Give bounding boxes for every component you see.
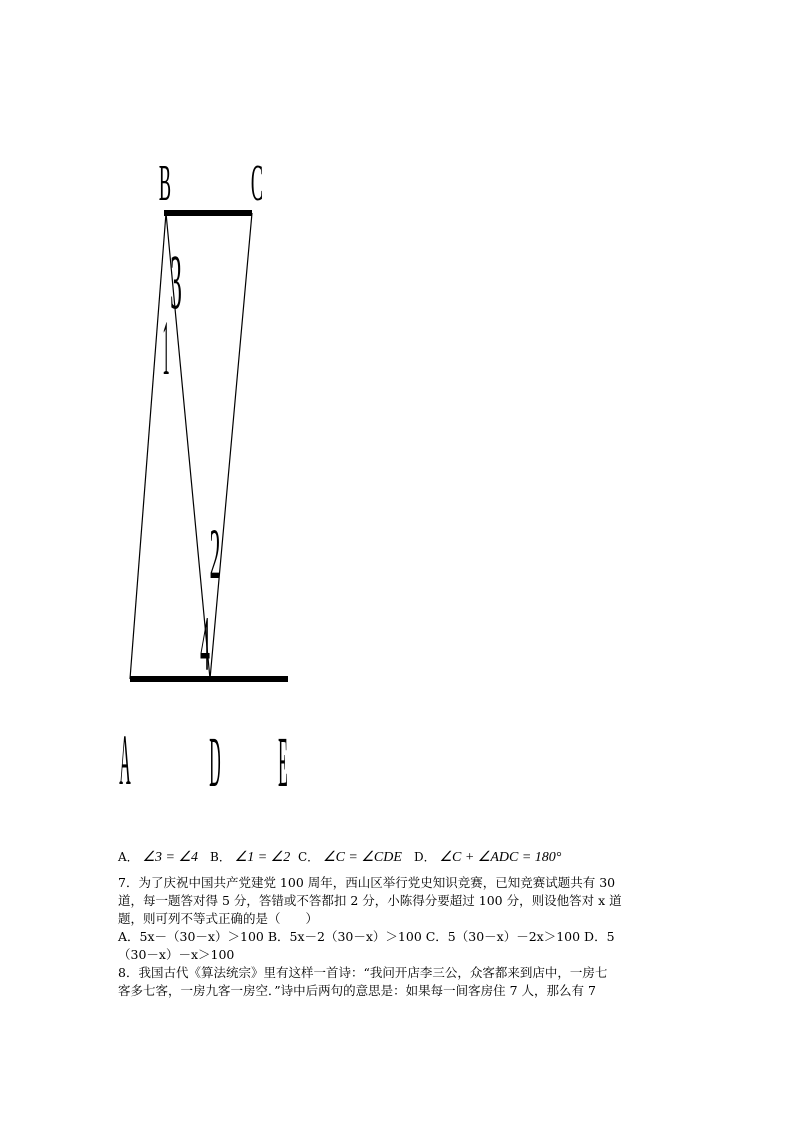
angle-label-2: 2 [209, 515, 221, 595]
q6-option-d [414, 848, 561, 866]
q7-line-2: 道，每一题答对得 5 分，答错或不答都扣 2 分，小陈得分要超过 100 分，则设他答对 x 道 [118, 893, 622, 908]
option-letter: A． [118, 850, 139, 864]
angle-label-1: 1 [162, 305, 170, 393]
option-expr: ∠3 = ∠4 [142, 850, 199, 865]
q7-line-3: 题，则可列不等式正确的是（ ） [118, 911, 319, 926]
option-expr: ∠C + ∠ADC = 180° [439, 850, 562, 865]
point-label-a: A [119, 721, 131, 801]
question-8 [118, 964, 678, 1000]
option-expr: ∠C = ∠CDE [323, 850, 402, 865]
point-label-c: C [250, 154, 264, 213]
point-label-e: E [278, 723, 288, 803]
point-label-d: D [209, 723, 221, 803]
q6-options [118, 848, 678, 874]
q6-option-a [118, 848, 198, 866]
segment-ab [130, 213, 166, 679]
q6-option-c [298, 848, 402, 866]
option-letter: C． [298, 850, 320, 864]
q7-options-line-1: A．5x－（30－x）＞100 B．5x－2（30－x）＞100 C．5（30－x）－2x＞100 D．5 [118, 929, 615, 944]
option-expr: ∠1 = ∠2 [234, 850, 291, 865]
question-7 [118, 874, 678, 964]
q8-line-2: 客多七客，一房九客一房空．”诗中后两句的意思是：如果每一间客房住 7 人，那么有 7 [118, 983, 596, 998]
q6-option-b [210, 848, 290, 866]
q8-line-1: 8．我国古代《算法统宗》里有这样一首诗：“我问开店李三公，众客都来到店中，一房七 [118, 965, 608, 980]
point-label-b: B [158, 154, 172, 213]
option-letter: D． [414, 850, 436, 864]
option-letter: B． [210, 850, 231, 864]
segment-cd [210, 213, 252, 679]
q7-line-1: 7．为了庆祝中国共产党建党 100 周年，西山区举行党史知识竞赛，已知竞赛试题共有 30 [118, 875, 616, 890]
angle-label-3: 3 [170, 240, 182, 326]
q7-options-line-2: （30－x）－x＞100 [118, 947, 235, 962]
angle-label-4: 4 [200, 601, 210, 688]
